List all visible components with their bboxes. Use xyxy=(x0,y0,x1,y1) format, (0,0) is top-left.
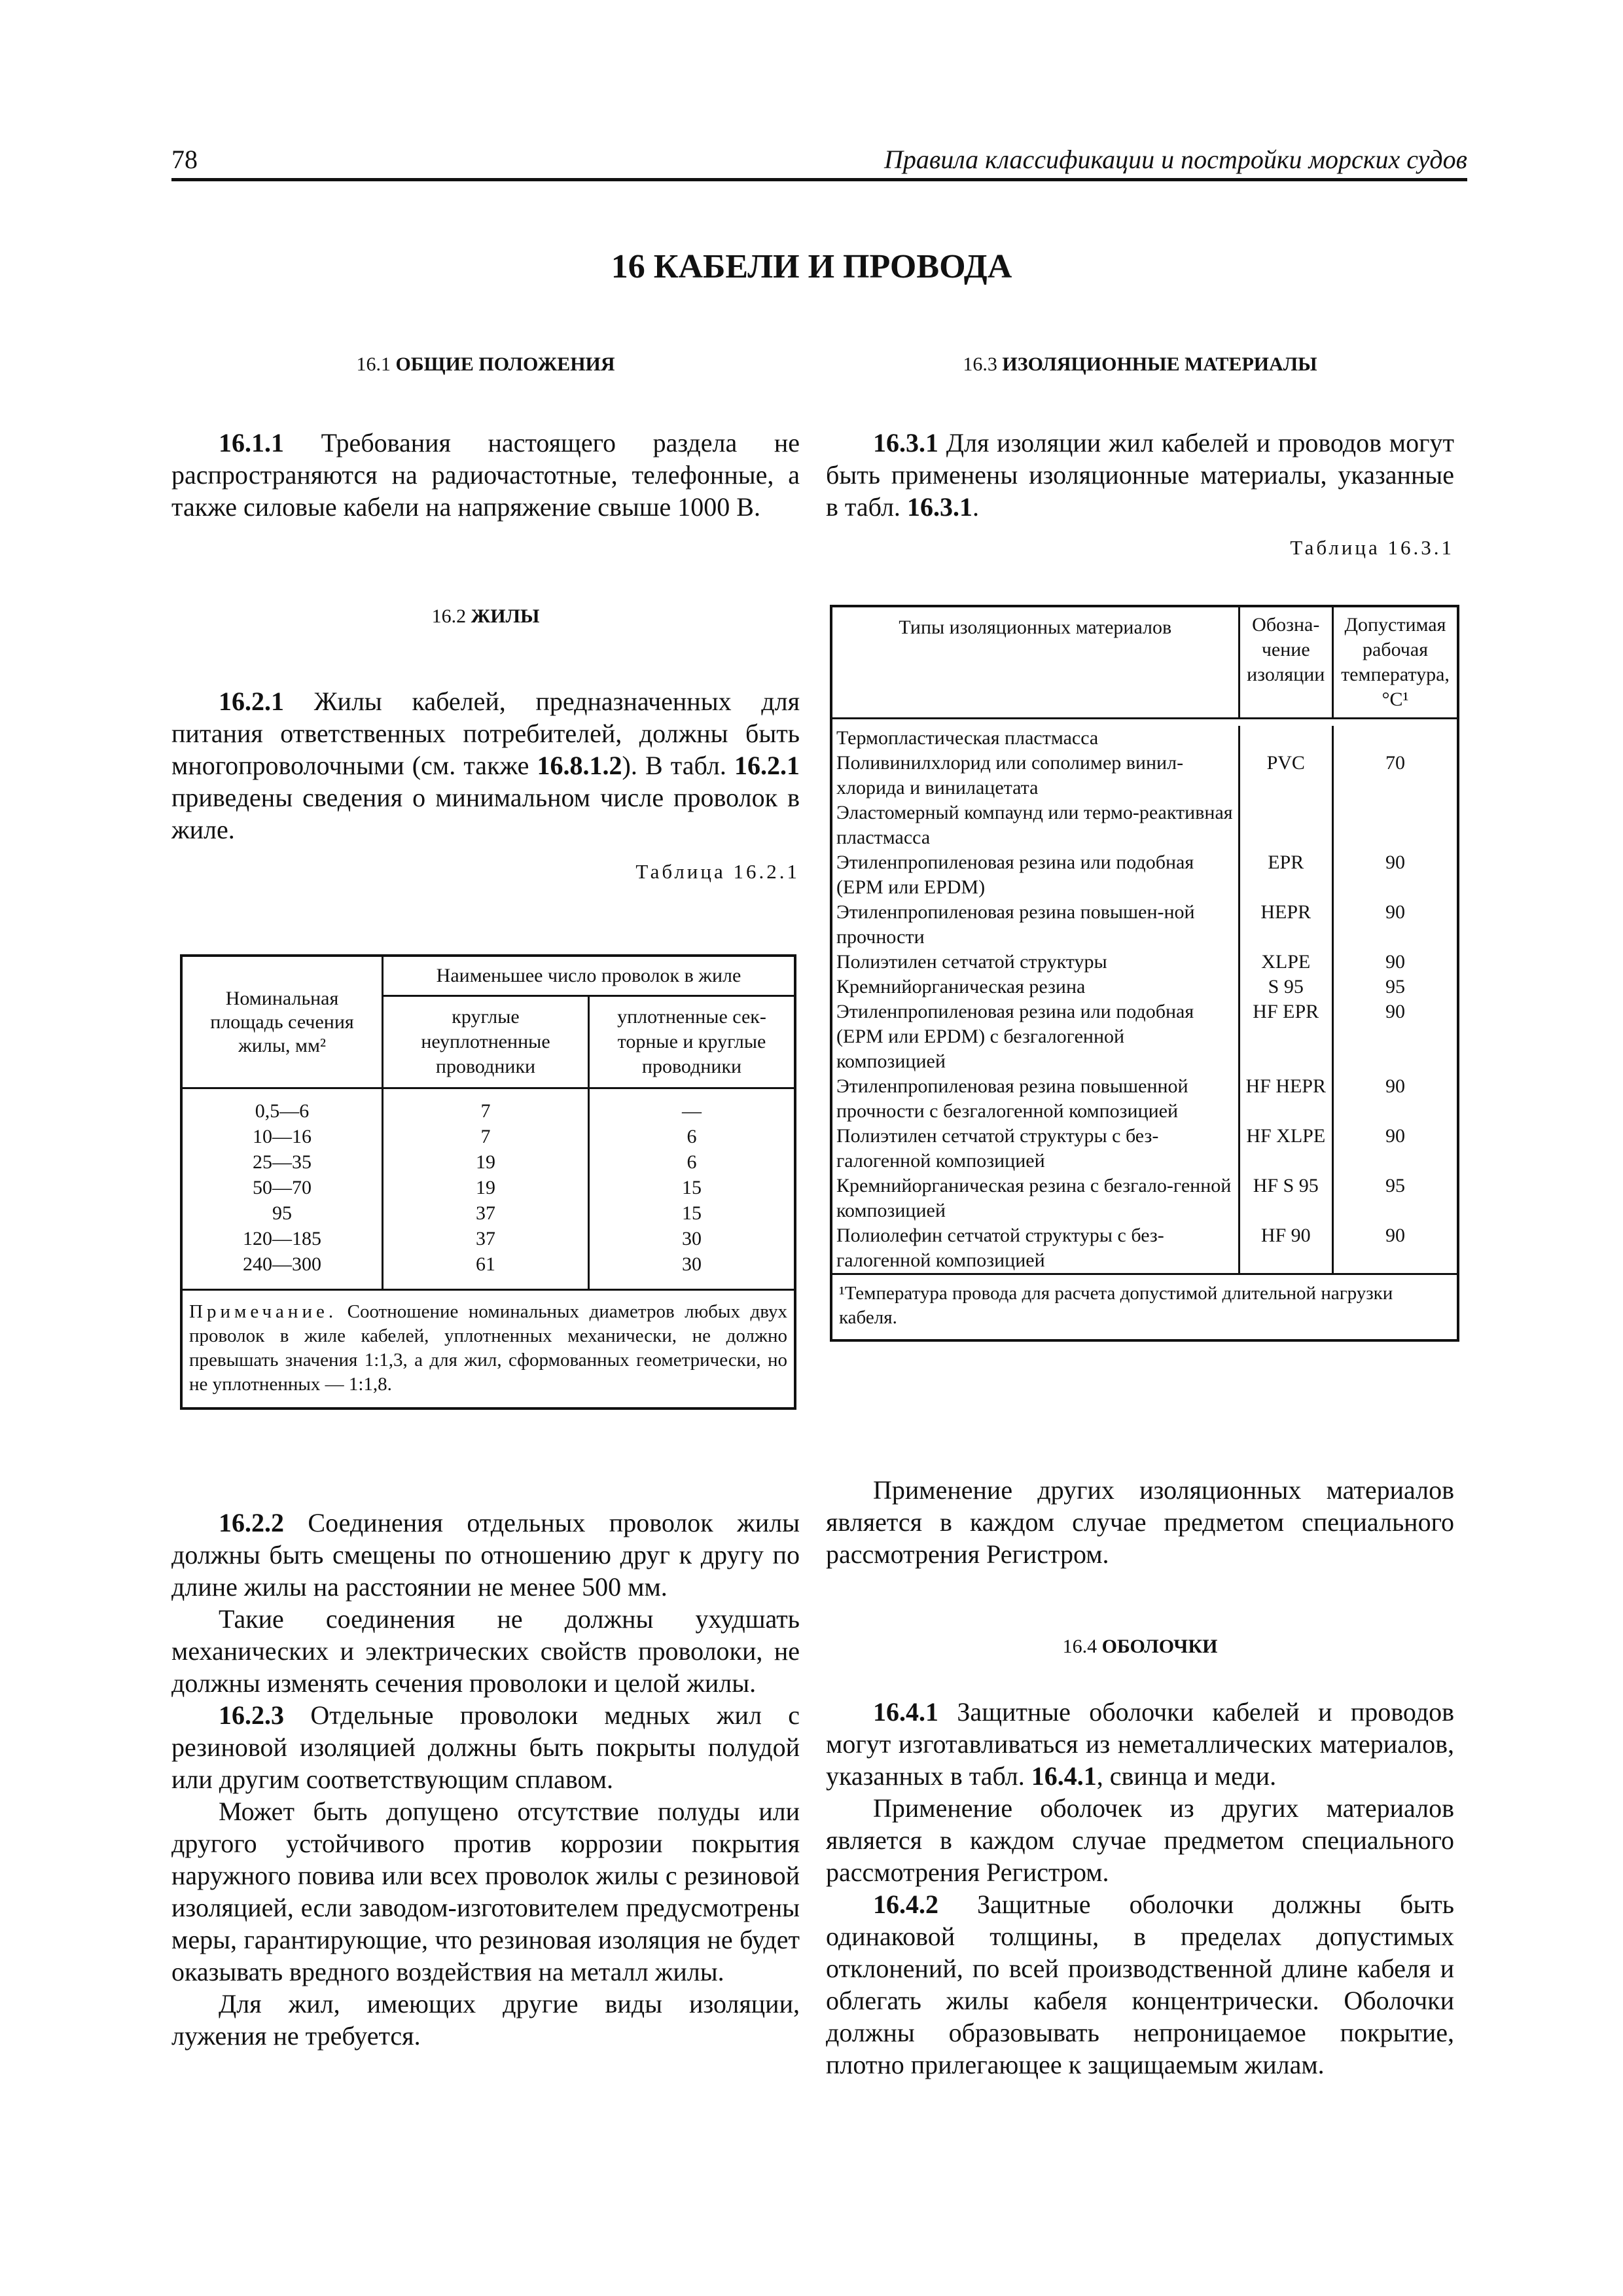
page-number: 78 xyxy=(171,145,198,174)
right-column-upper xyxy=(826,353,1454,560)
material-temperature: 90 xyxy=(1332,850,1458,900)
material-name: Эластомерный компаунд или термо-реактивная пластмасса xyxy=(831,800,1239,850)
paragraph-16-4-1-cont: Применение оболочек из других материалов является в каждом случае предметом специального рассмотрения Регистром. xyxy=(826,1793,1454,1887)
material-row xyxy=(831,950,1458,975)
paragraph-16-2-2-cont: Такие соединения не должны ухудшать механических и электрических свойств проволоки, не должны изменять сечения проволоки и целой жилы. xyxy=(171,1604,800,1698)
material-code xyxy=(1239,726,1332,751)
table-caption-16-3-1: Таблица 16.3.1 xyxy=(1290,536,1454,559)
material-temperature: 95 xyxy=(1332,975,1458,999)
material-temperature: 90 xyxy=(1332,900,1458,950)
left-column-upper xyxy=(171,353,800,884)
material-code: XLPE xyxy=(1239,950,1332,975)
paragraph-text: , свинца и меди. xyxy=(1096,1761,1277,1791)
material-name: Кремнийорганическая резина с безгало-генной композицией xyxy=(831,1174,1239,1223)
paragraph-16-2-2 xyxy=(171,1507,800,1603)
material-name: Кремнийорганическая резина xyxy=(831,975,1239,999)
table-16-3-1 xyxy=(830,605,1459,1342)
material-row xyxy=(831,751,1458,800)
paragraph-text: приведены сведения о минимальном числе проволок в жиле. xyxy=(171,783,800,844)
material-code: S 95 xyxy=(1239,975,1332,999)
material-name: Этиленпропиленовая резина повышенной прочности с безгалогенной композицией xyxy=(831,1074,1239,1124)
section-title: ИЗОЛЯЦИОННЫЕ МАТЕРИАЛЫ xyxy=(1002,353,1317,375)
header-min-wires: Наименьшее число проволок в жиле xyxy=(383,956,796,996)
paragraph-16-2-3 xyxy=(171,1699,800,1795)
clause-number: 16.3.1 xyxy=(873,428,938,457)
column-nominal-area-values: 0,5—6 10—16 25—35 50—70 95 120—185 240—300 xyxy=(181,1088,383,1290)
material-code: HF XLPE xyxy=(1239,1124,1332,1174)
material-name: Этиленпропиленовая резина или подобная (EPM или EPDM) xyxy=(831,850,1239,900)
material-row xyxy=(831,726,1458,751)
material-row xyxy=(831,1174,1458,1223)
note-text: Соотношение номинальных диаметров любых двух проволок в жиле кабелей, уплотненных механически, не должно превышать значения 1:1,3, а для жил, сформованных геометрически, но не уплотненных — 1:1,8. xyxy=(189,1301,787,1395)
table-reference: 16.4.1 xyxy=(1031,1761,1097,1791)
paragraph-text: ). В табл. xyxy=(622,751,734,780)
material-temperature xyxy=(1332,800,1458,850)
clause-number: 16.4.2 xyxy=(873,1890,938,1919)
material-temperature: 90 xyxy=(1332,950,1458,975)
clause-number: 16.2.1 xyxy=(219,687,284,716)
material-name: Этиленпропиленовая резина повышен-ной прочности xyxy=(831,900,1239,950)
paragraph-16-2-3-cont2: Для жил, имеющих другие виды изоляции, лужения не требуется. xyxy=(171,1989,800,2051)
material-temperature: 95 xyxy=(1332,1174,1458,1223)
paragraph-text: Защитные оболочки кабелей и проводов могут изготавливаться из неметаллических материалов, указанных в табл. xyxy=(826,1697,1454,1791)
cross-reference: 16.8.1.2 xyxy=(537,751,622,780)
material-temperature: 70 xyxy=(1332,751,1458,800)
paragraph-text: . xyxy=(972,492,979,522)
clause-number: 16.4.1 xyxy=(873,1697,938,1727)
paragraph-text: Соединения отдельных проволок жилы должны быть смещены по отношению друг к другу по длине жилы на расстоянии не менее 500 мм. xyxy=(171,1508,800,1602)
material-temperature: 90 xyxy=(1332,1124,1458,1174)
section-heading-16-1 xyxy=(171,353,800,376)
header-round-conductors: круглые неуплотненные проводники xyxy=(383,996,589,1088)
material-temperature: 90 xyxy=(1332,1074,1458,1124)
material-rows xyxy=(831,726,1458,1274)
header-compacted-conductors: уплотненные сек-торные и круглые проводники xyxy=(589,996,796,1088)
left-column-lower xyxy=(171,1507,800,2052)
material-code: HF 90 xyxy=(1239,1223,1332,1274)
table-reference: 16.3.1 xyxy=(906,492,972,522)
paragraph-16-4-1 xyxy=(826,1696,1454,1792)
paragraph-16-1-1 xyxy=(171,427,800,523)
table-16-2-1 xyxy=(180,954,796,1410)
column-round-values: 7 7 19 19 37 37 61 xyxy=(383,1088,589,1290)
table-caption-16-2-1: Таблица 16.2.1 xyxy=(635,860,800,883)
material-code: PVC xyxy=(1239,751,1332,800)
section-heading-16-2 xyxy=(171,605,800,628)
material-row xyxy=(831,1124,1458,1174)
paragraph-after-table: Применение других изоляционных материалов является в каждом случае предметом специального рассмотрения Регистром. xyxy=(826,1475,1454,1569)
note-label: Примечание. xyxy=(189,1301,338,1322)
table-note xyxy=(181,1290,795,1409)
material-name: Термопластическая пластмасса xyxy=(831,726,1239,751)
section-number: 16.4 xyxy=(1062,1636,1097,1657)
paragraph-16-2-1 xyxy=(171,685,800,846)
material-name: Полиэтилен сетчатой структуры с без-галогенной композицией xyxy=(831,1124,1239,1174)
paragraph-16-4-2 xyxy=(826,1888,1454,2081)
material-name: Полиолефин сетчатой структуры с без-галогенной композицией xyxy=(831,1223,1239,1274)
header-material-type: Типы изоляционных материалов xyxy=(831,606,1239,719)
header-temperature: Допустимая рабочая температура, °C¹ xyxy=(1332,606,1458,719)
material-row xyxy=(831,900,1458,950)
section-number: 16.1 xyxy=(356,353,391,375)
table-footnote: ¹Температура провода для расчета допустимой длительной нагрузки кабеля. xyxy=(831,1274,1458,1341)
material-name: Этиленпропиленовая резина или подобная (EPM или EPDM) с безгалогенной композицией xyxy=(831,999,1239,1074)
table-reference: 16.2.1 xyxy=(734,751,800,780)
table-spacer xyxy=(831,719,1458,726)
section-number: 16.2 xyxy=(431,605,467,627)
section-title: ОБОЛОЧКИ xyxy=(1101,1636,1218,1657)
material-temperature: 90 xyxy=(1332,1223,1458,1274)
material-name: Поливинилхлорид или сополимер винил-хлорида и винилацетата xyxy=(831,751,1239,800)
material-temperature xyxy=(1332,726,1458,751)
column-compacted-values: — 6 6 15 15 30 30 xyxy=(589,1088,796,1290)
material-code: HF HEPR xyxy=(1239,1074,1332,1124)
section-title: ОБЩИЕ ПОЛОЖЕНИЯ xyxy=(395,353,615,375)
section-number: 16.3 xyxy=(963,353,997,375)
paragraph-text: Для изоляции жил кабелей и проводов могут быть применены изоляционные материалы, указанные в табл. xyxy=(826,428,1454,522)
paragraph-text: Защитные оболочки должны быть одинаковой толщины, в пределах допустимых отклонений, по всей производственной длине кабеля и облегать жилы кабеля концентрически. Оболочки должны образовывать непроницаемое покрытие, плотно прилегающее к защищаемым жилам. xyxy=(826,1890,1454,2079)
material-code: HEPR xyxy=(1239,900,1332,950)
section-title: ЖИЛЫ xyxy=(471,605,540,627)
material-row xyxy=(831,1074,1458,1124)
clause-number: 16.2.2 xyxy=(219,1508,284,1537)
material-code: HF S 95 xyxy=(1239,1174,1332,1223)
paragraph-text: Отдельные проволоки медных жил с резиновой изоляцией должны быть покрыты полудой или другим соответствующим сплавом. xyxy=(171,1700,800,1794)
clause-number: 16.1.1 xyxy=(219,428,284,457)
paragraph-text: Жилы кабелей, предназначенных для питания ответственных потребителей, должны быть многопроволочными (см. также xyxy=(171,687,800,780)
chapter-title: 16 КАБЕЛИ И ПРОВОДА xyxy=(611,248,1012,285)
header-rule xyxy=(171,178,1467,181)
material-temperature: 90 xyxy=(1332,999,1458,1074)
running-title: Правила классификации и постройки морских судов xyxy=(883,145,1467,174)
section-heading-16-3 xyxy=(826,353,1454,376)
material-name: Полиэтилен сетчатой структуры xyxy=(831,950,1239,975)
section-heading-16-4 xyxy=(826,1636,1454,1658)
material-code xyxy=(1239,800,1332,850)
material-row xyxy=(831,999,1458,1074)
material-code: HF EPR xyxy=(1239,999,1332,1074)
material-row xyxy=(831,850,1458,900)
paragraph-16-2-3-cont: Может быть допущено отсутствие полуды или другого устойчивого против коррозии покрытия наружного повива или всех проволок жилы с резиновой изоляцией, если заводом-изготовителем предусмотрены меры, гарантирующие, что резиновая изоляция не будет оказывать вредного воздействия на металл жилы. xyxy=(171,1797,800,1986)
clause-number: 16.2.3 xyxy=(219,1700,284,1730)
paragraph-16-3-1 xyxy=(826,427,1454,523)
right-column-lower xyxy=(826,1474,1454,2081)
material-row xyxy=(831,975,1458,999)
material-row xyxy=(831,1223,1458,1274)
header-designation: Обозна-чение изоляции xyxy=(1239,606,1332,719)
paragraph-text: Требования настоящего раздела не распространяются на радиочастотные, телефонные, а также силовые кабели на напряжение свыше 1000 В. xyxy=(171,428,800,522)
header-nominal-area: Номинальная площадь сечения жилы, мм² xyxy=(181,956,383,1088)
material-code: EPR xyxy=(1239,850,1332,900)
material-row xyxy=(831,800,1458,850)
